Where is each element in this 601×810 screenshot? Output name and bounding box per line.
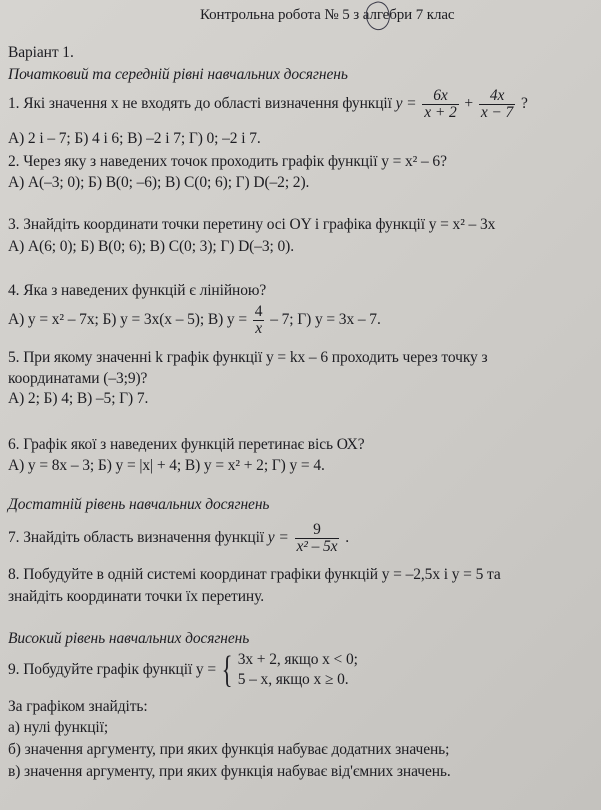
- variant-label: Варіант 1.: [8, 44, 74, 61]
- question-8-text-line-2: знайдіть координати точки їх перетину.: [8, 588, 264, 605]
- question-5-text-line-1: 5. При якому значенні k графік функції y = kx – 6 проходить через точку з: [8, 349, 488, 366]
- piece-2: 5 – x, якщо x ≥ 0.: [237, 671, 349, 688]
- question-1-fraction-1: [422, 88, 458, 121]
- fraction-denominator: x + 2: [424, 104, 457, 121]
- level-basic-heading: Початковий та середній рівні навчальних досягнень: [8, 66, 348, 83]
- question-2-text: 2. Через яку з наведених точок проходить графік функції y = x² – 6?: [8, 153, 447, 170]
- question-7-y: y =: [267, 529, 289, 547]
- question-9-part-a: а) нулі функції;: [8, 719, 109, 736]
- question-1-answers: А) 2 і – 7; Б) 4 і 6; В) –2 і 7; Г) 0; –2 і 7.: [8, 130, 261, 147]
- question-4-answers-part-2: – 7; Г) y = 3x – 7.: [270, 311, 381, 329]
- piece-1: 3x + 2, якщо x < 0;: [237, 651, 358, 668]
- question-5-answers: А) 2; Б) 4; В) –5; Г) 7.: [8, 390, 149, 407]
- question-1-text: 1. Які значення х не входять до області визначення функції: [8, 95, 392, 113]
- question-7: [8, 522, 349, 555]
- question-9: [8, 650, 358, 690]
- fraction-denominator: x − 7: [480, 104, 514, 121]
- question-4-text: 4. Яка з наведених функцій є лінійною?: [8, 282, 267, 299]
- period: .: [345, 529, 350, 547]
- question-2-answers: А) А(–3; 0); Б) В(0; –6); В) С(0; 6); Г) D(–2; 2).: [8, 174, 310, 191]
- question-1: [8, 88, 528, 121]
- page-title: Контрольна робота № 5 з алгебри 7 клас: [200, 7, 455, 23]
- fraction-denominator: x² – 5x: [296, 538, 338, 555]
- question-9-part-b: б) значення аргументу, при яких функція набуває додатних значень;: [8, 741, 450, 758]
- question-mark: ?: [520, 95, 528, 113]
- question-7-text: 7. Знайдіть область визначення функції: [8, 529, 265, 547]
- question-4-fraction: [253, 304, 265, 337]
- handwritten-number-mark: [362, 0, 394, 33]
- fraction-numerator: 6x: [422, 88, 458, 105]
- question-1-y: y =: [395, 95, 417, 113]
- level-high-heading: Високий рівень навчальних досягнень: [8, 630, 250, 647]
- fraction-denominator: x: [255, 320, 262, 337]
- piecewise-definition: [238, 650, 358, 690]
- fraction-numerator: 4: [254, 303, 263, 320]
- question-3-text: 3. Знайдіть координати точки перетину осі OY і графіка функції y = x² – 3x: [8, 216, 496, 233]
- question-6-text: 6. Графік якої з наведених функцій перетинає вісь ОХ?: [8, 436, 365, 453]
- question-4-answers: [8, 304, 381, 337]
- question-5-text-line-2: координатами (–3;9)?: [8, 370, 148, 387]
- plus-sign: +: [464, 95, 474, 113]
- fraction-numerator: 9: [295, 522, 340, 539]
- question-6-answers: А) y = 8x – 3; Б) y = |x| + 4; В) y = x² + 2; Г) y = 4.: [8, 457, 325, 474]
- question-9-part-c: в) значення аргументу, при яких функція набуває від'ємних значень.: [8, 763, 451, 780]
- fraction-numerator: 4x: [479, 88, 515, 105]
- question-4-answers-part-1: А) y = x² – 7x; Б) y = 3x(x – 5); В) y =: [8, 311, 247, 329]
- level-sufficient-heading: Достатній рівень навчальних досягнень: [8, 496, 270, 513]
- question-7-fraction: [295, 522, 340, 555]
- question-8-text-line-1: 8. Побудуйте в одній системі координат графіки функцій y = –2,5x і y = 5 та: [8, 566, 501, 583]
- question-9-find: За графіком знайдіть:: [8, 698, 148, 715]
- system-brace: {: [221, 649, 233, 691]
- question-1-fraction-2: [479, 88, 515, 121]
- question-3-answers: А) А(6; 0); Б) В(0; 6); В) С(0; 3); Г) D(–3; 0).: [8, 238, 294, 255]
- question-9-text: 9. Побудуйте графік функції y =: [8, 661, 216, 678]
